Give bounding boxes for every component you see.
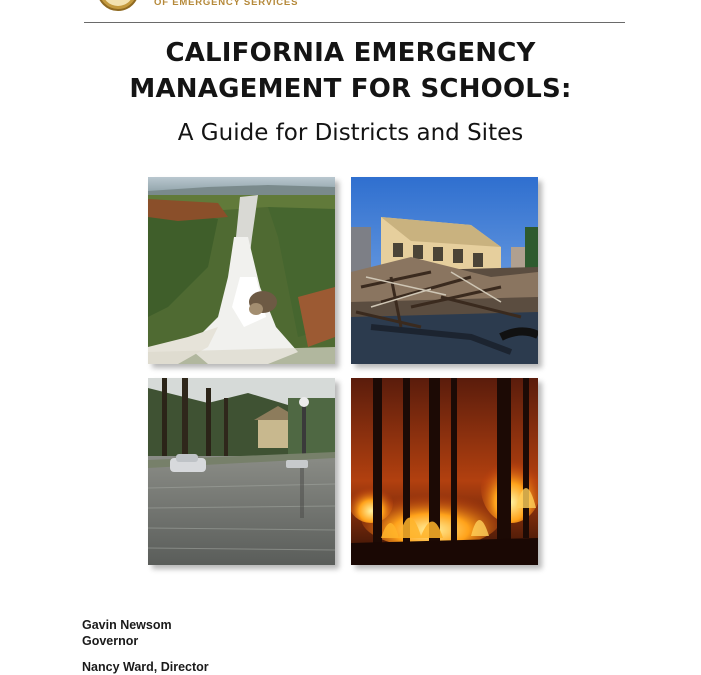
agency-name: OF EMERGENCY SERVICES xyxy=(154,0,299,8)
title-line-1: CALIFORNIA EMERGENCY xyxy=(165,38,536,68)
officials-block xyxy=(82,617,209,675)
governor-title: Governor xyxy=(82,634,139,648)
header-divider xyxy=(84,22,625,23)
forest-wildfire-photo xyxy=(351,378,538,565)
document-title xyxy=(0,35,701,107)
dam-spillway-photo xyxy=(148,177,335,364)
document-subtitle: A Guide for Districts and Sites xyxy=(177,120,524,146)
cal-oes-seal-icon xyxy=(96,0,140,12)
governor-name: Gavin Newsom xyxy=(82,618,172,632)
director-name: Nancy Ward, Director xyxy=(82,660,209,674)
title-line-2: MANAGEMENT FOR SCHOOLS: xyxy=(129,74,572,104)
earthquake-collapse-photo xyxy=(351,177,538,364)
flooded-street-photo xyxy=(148,378,335,565)
